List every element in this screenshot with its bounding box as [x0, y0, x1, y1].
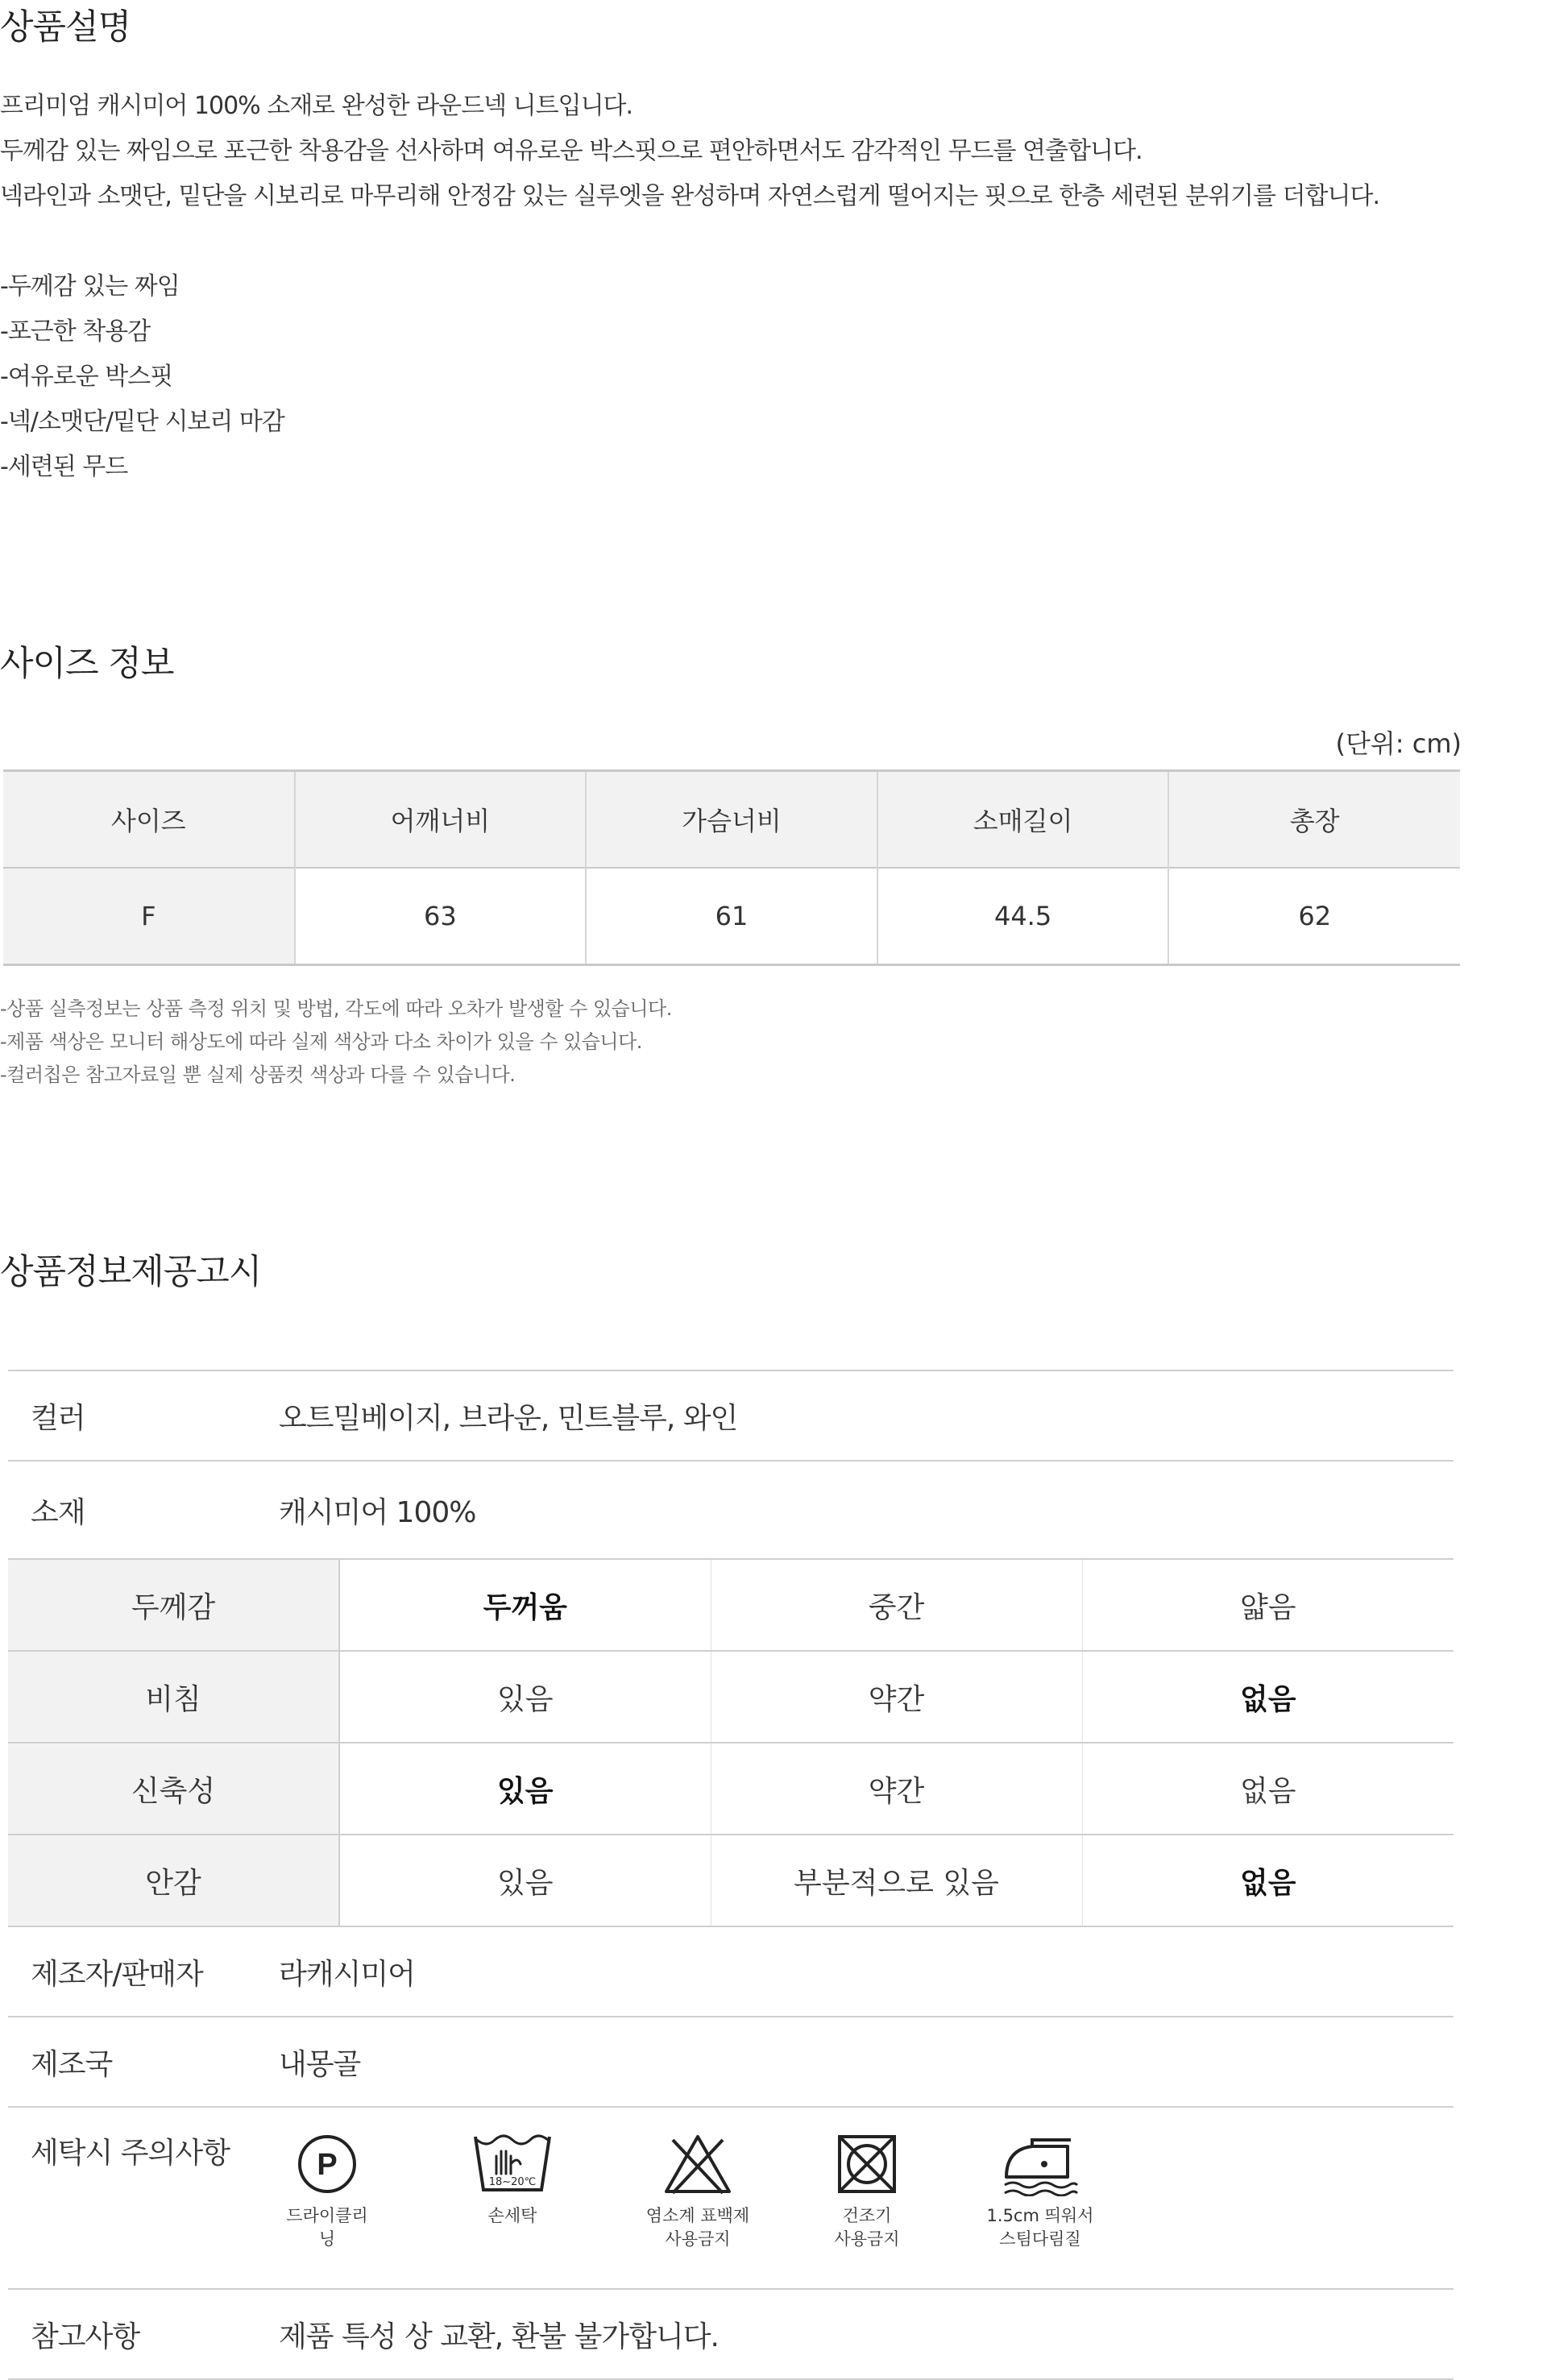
feature-item: -포근한 착용감	[0, 317, 151, 346]
attribute-option: 약간	[711, 1651, 1082, 1743]
feature-item: -넥/소맷단/밑단 시보리 마감	[0, 408, 284, 436]
attribute-option: 얇음	[1082, 1560, 1454, 1651]
manufacturer-label: 제조자/판매자	[31, 1957, 203, 1991]
no-tumble-dry-icon	[835, 2132, 899, 2196]
attribute-option: 부분적으로 있음	[711, 1835, 1082, 1926]
material-label: 소재	[31, 1495, 85, 1529]
attribute-option: 있음	[339, 1651, 711, 1743]
manufacturer-row	[8, 1927, 1454, 2017]
attribute-name: 안감	[8, 1835, 339, 1926]
size-cell: 63	[295, 868, 587, 965]
attribute-name: 신축성	[8, 1743, 339, 1835]
size-note: -상품 실측정보는 상품 측정 위치 및 방법, 각도에 따라 오차가 발생할 수 있습니다.	[0, 997, 672, 1020]
size-cell: F	[3, 868, 295, 965]
size-table-row	[3, 868, 1460, 965]
care-item-label: 1.5cm 띄워서 스팀다림질	[986, 2206, 1094, 2249]
attribute-name: 비침	[8, 1651, 339, 1743]
attribute-row	[8, 1651, 1454, 1743]
care-item-label: 염소계 표백제 사용금지	[645, 2206, 750, 2249]
attribute-option: 없음	[1082, 1743, 1454, 1835]
color-row	[8, 1370, 1454, 1462]
reference-row	[8, 2290, 1454, 2380]
attribute-option: 중간	[711, 1560, 1082, 1651]
reference-value: 제품 특성 상 교환, 환불 불가합니다.	[279, 2320, 719, 2353]
size-notes	[0, 993, 672, 1092]
feature-item: -두께감 있는 짜임	[0, 272, 180, 301]
care-icons	[279, 2108, 1101, 2288]
care-item-steam-iron	[980, 2132, 1101, 2288]
steam-iron-icon	[1000, 2132, 1080, 2196]
size-header-cell: 어깨너비	[295, 771, 587, 869]
size-cell: 44.5	[877, 868, 1169, 965]
feature-item: -여유로운 박스핏	[0, 363, 173, 391]
size-unit-label: (단위: cm)	[1335, 728, 1462, 759]
fabric-attribute-table	[8, 1560, 1454, 1927]
description-line: 두께감 있는 짜임으로 포근한 착용감을 선사하며 여유로운 박스핏으로 편안하면서도 감각적인 무드를 연출합니다.	[0, 137, 1143, 165]
reference-label: 참고사항	[31, 2320, 140, 2353]
size-cell: 61	[586, 868, 877, 965]
care-item-label: 건조기 사용금지	[834, 2206, 900, 2249]
size-note: -컬러칩은 참고자료일 뿐 실제 상품컷 색상과 다를 수 있습니다.	[0, 1064, 516, 1086]
attribute-option-selected: 없음	[1082, 1651, 1454, 1743]
care-item-hand-wash	[464, 2132, 561, 2288]
care-item-no-bleach	[633, 2132, 762, 2288]
product-notice-title: 상품정보제공고시	[0, 1252, 262, 1292]
size-table-header	[3, 771, 1460, 869]
material-value: 캐시미어 100%	[279, 1495, 476, 1529]
origin-label: 제조국	[31, 2047, 113, 2081]
attribute-option: 약간	[711, 1743, 1082, 1835]
svg-text:P: P	[317, 2148, 338, 2182]
attribute-option-selected: 없음	[1082, 1835, 1454, 1926]
attribute-name: 두께감	[8, 1560, 339, 1651]
size-header-cell: 소매길이	[877, 771, 1169, 869]
care-item-label: 손세탁	[487, 2206, 537, 2225]
size-note: -제품 색상은 모니터 해상도에 따라 실제 색상과 다소 차이가 있을 수 있습니다.	[0, 1030, 642, 1053]
care-item-label: 드라이클리닝	[286, 2206, 368, 2249]
hand-wash-icon	[472, 2132, 553, 2196]
description-body	[0, 84, 1379, 490]
color-label: 컬러	[31, 1401, 85, 1435]
size-table	[3, 769, 1460, 966]
dry-clean-icon	[295, 2132, 359, 2196]
feature-item: -세련된 무드	[0, 453, 128, 481]
size-cell: 62	[1298, 901, 1332, 931]
attribute-option-selected: 두꺼움	[339, 1560, 711, 1651]
wash-temp-text: 18~20℃	[488, 2176, 537, 2188]
attribute-row	[8, 1835, 1454, 1926]
care-row	[8, 2108, 1454, 2290]
origin-value: 내몽골	[279, 2047, 361, 2081]
size-info-title: 사이즈 정보	[0, 644, 174, 684]
care-item-dry-clean	[279, 2132, 375, 2288]
size-header-cell: 총장	[1289, 806, 1340, 836]
attribute-option: 있음	[339, 1835, 711, 1926]
care-item-no-tumble-dry	[819, 2132, 915, 2288]
origin-row	[8, 2017, 1454, 2108]
care-label: 세탁시 주의사항	[31, 2137, 230, 2170]
size-header-cell: 가슴너비	[586, 771, 877, 869]
product-notice-table	[8, 1370, 1454, 2380]
manufacturer-value: 라캐시미어	[279, 1957, 415, 1991]
material-row	[8, 1462, 1454, 1560]
size-header-cell: 사이즈	[3, 771, 295, 869]
description-line: 프리미엄 캐시미어 100% 소재로 완성한 라운드넥 니트입니다.	[0, 92, 633, 120]
color-value: 오트밀베이지, 브라운, 민트블루, 와인	[279, 1401, 738, 1435]
no-bleach-icon	[662, 2132, 734, 2196]
description-line: 넥라인과 소맷단, 밑단을 시보리로 마무리해 안정감 있는 실루엣을 완성하며 자연스럽게 떨어지는 핏으로 한층 세련된 분위기를 더합니다.	[0, 182, 1379, 210]
attribute-row	[8, 1743, 1454, 1835]
description-title: 상품설명	[0, 7, 131, 48]
attribute-row	[8, 1560, 1454, 1651]
attribute-option-selected: 있음	[339, 1743, 711, 1835]
